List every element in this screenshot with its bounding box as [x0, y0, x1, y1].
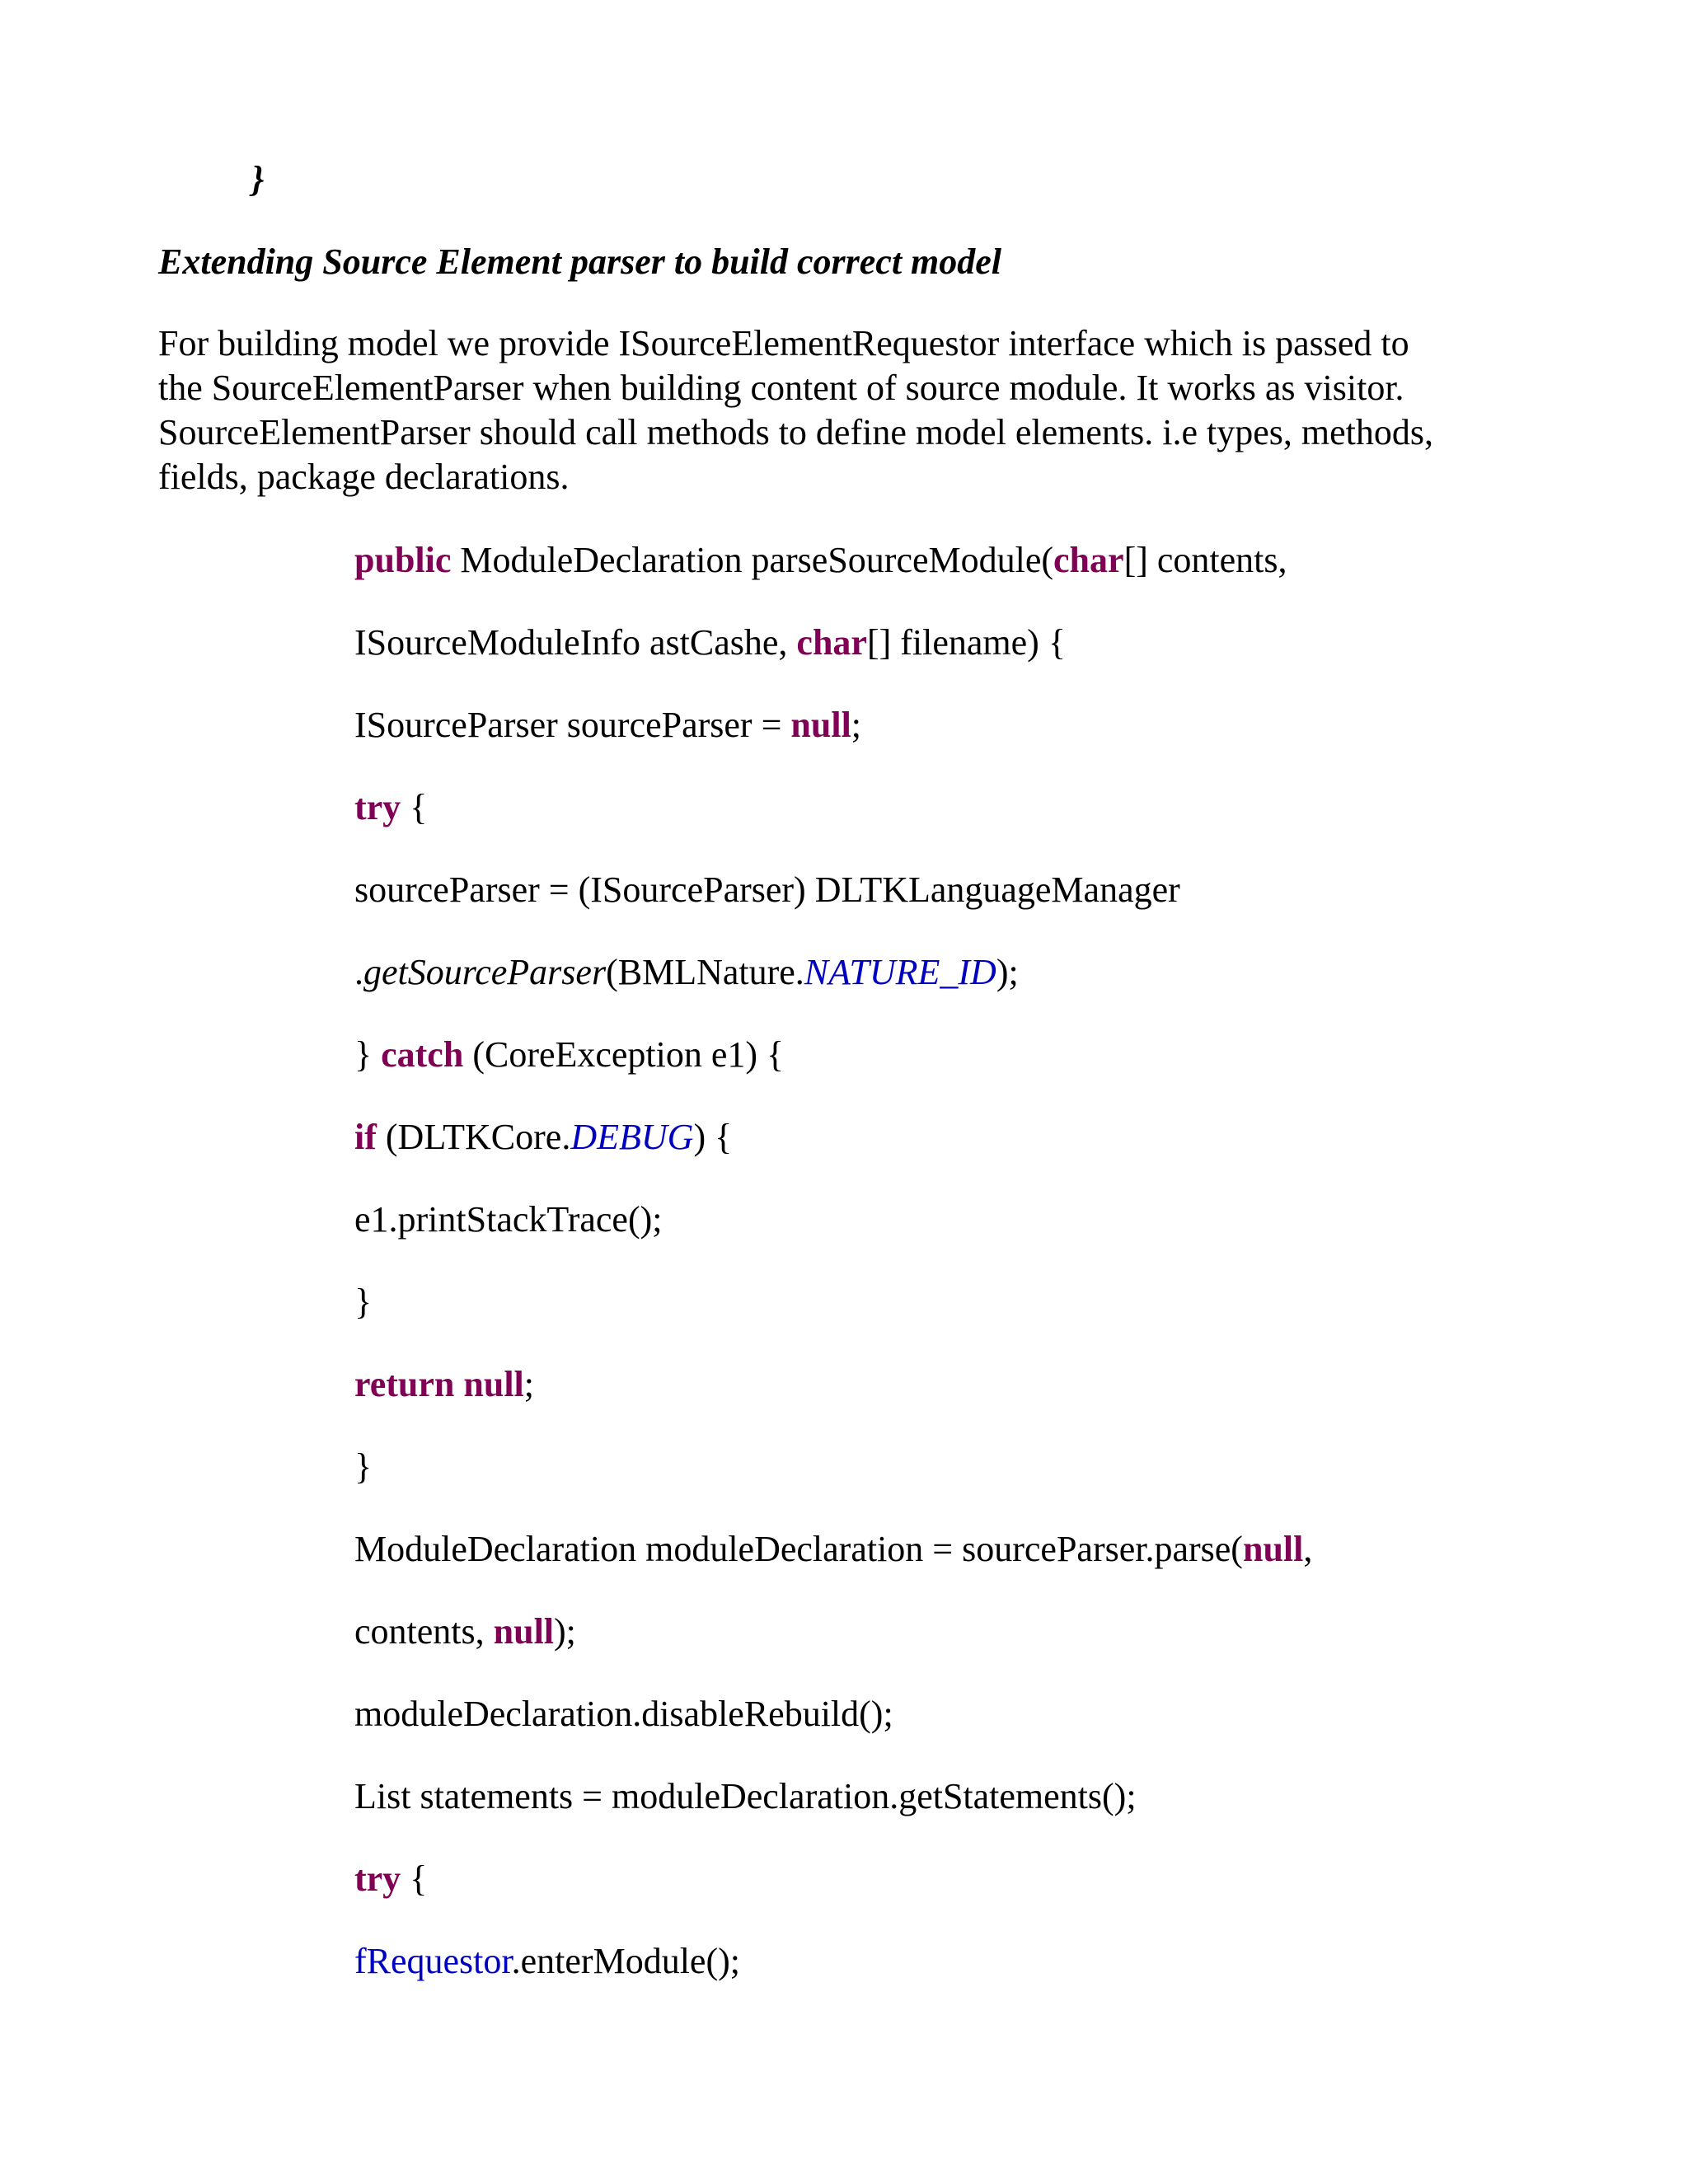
code-text: {	[401, 1858, 428, 1899]
keyword: if	[354, 1117, 377, 1157]
keyword: public	[354, 540, 452, 580]
keyword: null	[790, 705, 851, 745]
keyword: char	[796, 622, 867, 663]
code-line-6	[354, 948, 1019, 997]
code-text	[454, 1364, 463, 1404]
code-line-1	[354, 536, 1287, 585]
keyword: try	[354, 1858, 401, 1899]
intro-line: the SourceElementParser when building content of source module. It works as visitor.	[158, 368, 1404, 408]
code-line-9	[354, 1195, 662, 1244]
keyword: try	[354, 787, 401, 827]
code-text: ModuleDeclaration parseSourceModule(	[451, 540, 1054, 580]
field-reference: fRequestor	[354, 1941, 512, 1981]
code-line-4	[354, 783, 427, 832]
intro-line: SourceElementParser should call methods to define model elements. i.e types, methods,	[158, 412, 1433, 452]
code-line-2	[354, 618, 1066, 668]
code-line-5	[354, 865, 1180, 915]
code-line-7	[354, 1030, 784, 1080]
code-text: }	[354, 1446, 373, 1487]
code-text: ISourceModuleInfo astCashe,	[354, 622, 797, 663]
code-text: [] contents,	[1123, 540, 1287, 580]
static-field: DEBUG	[570, 1117, 694, 1157]
code-text: ;	[523, 1364, 535, 1404]
code-text: ) {	[693, 1117, 733, 1157]
code-text: }	[354, 1034, 382, 1075]
intro-line: For building model we provide ISourceElementRequestor interface which is passed to	[158, 323, 1409, 363]
code-line-11	[354, 1360, 534, 1409]
static-field: NATURE_ID	[804, 952, 996, 992]
closing-brace: }	[251, 159, 265, 199]
keyword: char	[1053, 540, 1124, 580]
code-text: );	[554, 1611, 576, 1652]
code-text: .	[354, 952, 363, 992]
code-text: .enterModule();	[511, 1941, 740, 1981]
intro-line: fields, package declarations.	[158, 457, 570, 497]
code-text: [] filename) {	[866, 622, 1066, 663]
section-heading: Extending Source Element parser to build correct model	[158, 241, 1002, 282]
code-text: {	[401, 787, 428, 827]
code-text: ,	[1303, 1529, 1313, 1569]
code-line-16	[354, 1772, 1137, 1821]
code-text: }	[354, 1282, 373, 1322]
code-text: sourceParser = (ISourceParser) DLTKLanguageManager	[354, 869, 1180, 910]
keyword: null	[463, 1364, 524, 1404]
code-text: e1.printStackTrace();	[354, 1199, 663, 1240]
code-text: List statements = moduleDeclaration.getStatements();	[354, 1776, 1137, 1816]
code-line-10	[354, 1277, 372, 1327]
keyword: return	[354, 1364, 455, 1404]
code-text: (CoreException e1) {	[463, 1034, 785, 1075]
keyword: catch	[381, 1034, 464, 1075]
code-text: ;	[851, 705, 862, 745]
keyword: null	[493, 1611, 555, 1652]
code-line-13	[354, 1525, 1312, 1574]
code-text: contents,	[354, 1611, 494, 1652]
code-line-17	[354, 1854, 427, 1904]
intro-paragraph	[158, 321, 1559, 499]
code-line-8	[354, 1113, 732, 1162]
code-line-12	[354, 1442, 372, 1492]
code-text: (DLTKCore.	[376, 1117, 571, 1157]
code-line-15	[354, 1690, 893, 1739]
code-line-14	[354, 1607, 576, 1657]
keyword: null	[1242, 1529, 1304, 1569]
code-text: moduleDeclaration.disableRebuild();	[354, 1694, 893, 1734]
code-text: ISourceParser sourceParser =	[354, 705, 791, 745]
static-method: getSourceParser	[363, 952, 607, 992]
code-line-3	[354, 701, 861, 750]
code-line-18	[354, 1937, 740, 1986]
code-text: );	[996, 952, 1019, 992]
code-text: ModuleDeclaration moduleDeclaration = sourceParser.parse(	[354, 1529, 1243, 1569]
code-text: (BMLNature.	[606, 952, 804, 992]
